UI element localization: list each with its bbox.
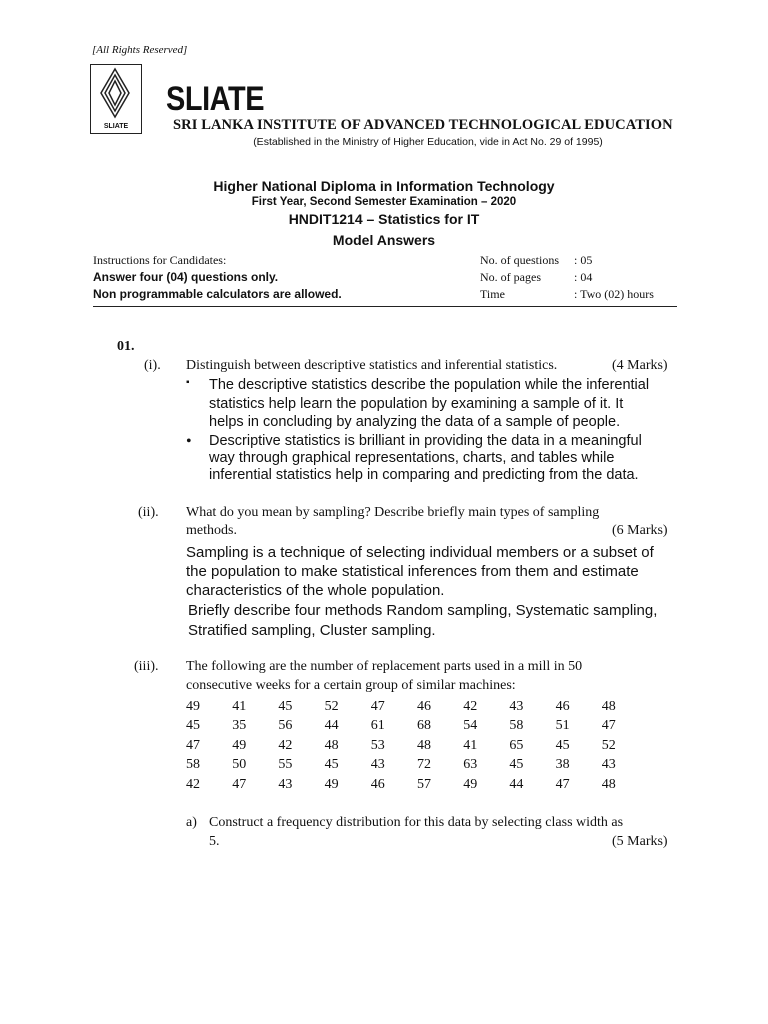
part-i-question: Distinguish between descriptive statistics and inferential statistics.	[186, 358, 558, 373]
part-ii-marks: (6 Marks)	[612, 523, 668, 538]
data-cell: 51	[555, 718, 570, 734]
meta-time: Time : Two (02) hours	[480, 287, 654, 301]
header-divider	[93, 306, 677, 307]
data-cell: 47	[555, 776, 570, 792]
data-cell: 63	[463, 757, 478, 773]
answer-i-bullet-2: Descriptive statistics is brilliant in providing the data in a meaningful way through graphical representations, charts, and tables while inferential statistics help in comparing and predicting from the data.	[209, 433, 642, 483]
data-cell: 46	[370, 776, 385, 792]
part-ii-question-line2: methods.	[186, 523, 237, 538]
data-cell: 49	[463, 776, 478, 792]
part-a-label: a)	[186, 815, 197, 830]
data-cell: 43	[509, 699, 524, 714]
part-iii-label: (iii).	[134, 659, 159, 674]
data-cell: 55	[278, 757, 293, 773]
part-a-question-line2: 5.	[209, 834, 220, 849]
data-cell: 45	[555, 737, 570, 753]
data-cell: 53	[370, 737, 385, 753]
meta-questions: No. of questions : 05	[480, 253, 593, 267]
exam-semester: First Year, Second Semester Examination – 2020	[251, 196, 517, 208]
data-cell: 35	[232, 718, 247, 734]
brand-title: SLIATE	[166, 80, 265, 118]
data-cell: 48	[417, 737, 431, 753]
instructions-title: Instructions for Candidates:	[93, 253, 227, 267]
data-cell: 49	[232, 737, 247, 753]
data-cell: 43	[278, 776, 293, 792]
data-cell: 42	[463, 699, 478, 714]
data-cell: 52	[601, 737, 616, 753]
data-cell: 45	[324, 757, 339, 773]
data-cell: 43	[370, 757, 385, 773]
instruction-answer-four: Answer four (04) questions only.	[93, 270, 279, 284]
data-cell: 46	[417, 699, 431, 714]
data-cell: 58	[186, 757, 200, 773]
square-bullet-icon: ▪	[186, 377, 190, 388]
data-cell: 41	[232, 699, 247, 714]
part-a-question-line1: Construct a frequency distribution for this data by selecting class width as	[209, 815, 624, 830]
question-number: 01.	[117, 339, 135, 354]
data-cell: 48	[324, 737, 339, 753]
data-cell: 42	[278, 737, 293, 753]
instruction-calculators: Non programmable calculators are allowed.	[93, 287, 342, 301]
part-iii-question-line1: The following are the number of replacement parts used in a mill in 50	[186, 659, 583, 674]
part-ii-question-line1: What do you mean by sampling? Describe briefly main types of sampling	[186, 505, 600, 520]
data-cell: 58	[509, 718, 524, 734]
data-cell: 49	[186, 699, 200, 714]
data-cell: 44	[509, 776, 524, 792]
data-cell: 49	[324, 776, 339, 792]
data-cell: 43	[601, 757, 616, 773]
data-cell: 48	[601, 776, 616, 792]
answer-ii-methods: Briefly describe four methods Random sampling, Systematic sampling, Stratified sampling, Cluster sampling.	[188, 602, 658, 639]
part-i-marks: (4 Marks)	[612, 358, 668, 373]
data-cell: 47	[370, 699, 385, 714]
diamond-logo-icon	[91, 65, 140, 119]
part-i-label: (i).	[144, 358, 161, 373]
rights-reserved: [All Rights Reserved]	[92, 44, 188, 56]
data-cell: 48	[601, 699, 616, 714]
data-cell: 54	[463, 718, 478, 734]
data-cell: 46	[555, 699, 570, 714]
data-cell: 47	[186, 737, 200, 753]
sliate-logo	[90, 64, 142, 134]
part-ii-label: (ii).	[138, 505, 159, 520]
data-cell: 41	[463, 737, 478, 753]
logo-caption: SLIATE	[103, 123, 129, 130]
data-cell: 45	[509, 757, 524, 773]
data-cell: 45	[278, 699, 293, 714]
data-cell: 47	[232, 776, 247, 792]
data-cell: 65	[509, 737, 524, 753]
data-cell: 68	[417, 718, 431, 734]
course-title: HNDIT1214 – Statistics for IT	[288, 211, 480, 227]
round-bullet-icon: •	[186, 433, 192, 450]
answer-i-bullet-1: The descriptive statistics describe the population while the inferential statistics help learn the population by examining a sample of it. It helps in concluding by analyzing the data of a sample of people.	[209, 377, 650, 430]
data-cell: 47	[601, 718, 616, 734]
part-iii-question-line2: consecutive weeks for a certain group of similar machines:	[186, 678, 516, 693]
data-cell: 72	[417, 757, 431, 773]
meta-pages: No. of pages : 04	[480, 270, 593, 284]
data-cell: 38	[555, 757, 570, 773]
data-cell: 45	[186, 718, 200, 734]
data-cell: 52	[324, 699, 339, 714]
model-answers-title: Model Answers	[332, 232, 436, 248]
data-cell: 57	[417, 776, 431, 792]
data-cell: 50	[232, 757, 247, 773]
data-cell: 42	[186, 776, 200, 792]
data-cell: 61	[370, 718, 385, 734]
institute-name: SRI LANKA INSTITUTE OF ADVANCED TECHNOLOGICAL EDUCATION	[173, 117, 673, 133]
data-cell: 44	[324, 718, 339, 734]
part-a-marks: (5 Marks)	[612, 834, 668, 849]
answer-ii-definition: Sampling is a technique of selecting individual members or a subset of the population to make statistical inferences from them and estimate characteristics of the whole population.	[186, 544, 654, 599]
established-note: (Established in the Ministry of Higher Education, vide in Act No. 29 of 1995)	[253, 136, 603, 148]
data-cell: 56	[278, 718, 293, 734]
diploma-title: Higher National Diploma in Information Technology	[213, 178, 555, 194]
